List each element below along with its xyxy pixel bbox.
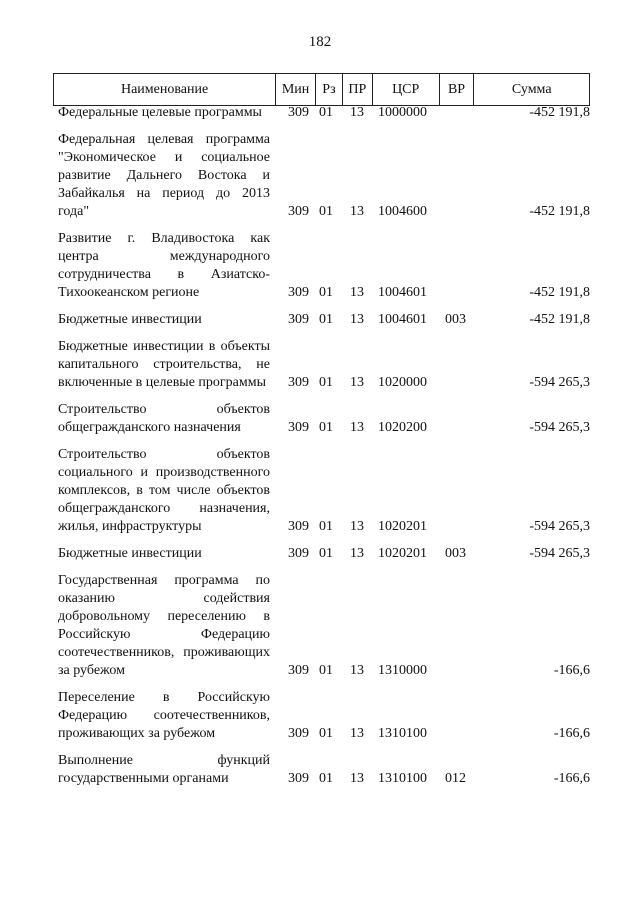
row-csr: 1310000	[378, 663, 427, 678]
row-min: 309	[288, 204, 309, 219]
row-csr: 1020201	[378, 519, 427, 534]
header-pr: ПР	[342, 74, 372, 105]
table-row	[0, 572, 640, 680]
row-csr: 1004601	[378, 285, 427, 300]
table-row	[0, 311, 640, 329]
row-sum: -594 265,3	[529, 546, 590, 561]
row-csr: 1020200	[378, 420, 427, 435]
row-rz: 01	[319, 420, 333, 435]
row-rz: 01	[319, 726, 333, 741]
row-min: 309	[288, 726, 309, 741]
row-min: 309	[288, 546, 309, 561]
page-number: 182	[308, 34, 332, 50]
row-rz: 01	[319, 204, 333, 219]
row-pr: 13	[350, 771, 364, 786]
table-header	[53, 73, 590, 106]
row-rz: 01	[319, 105, 333, 120]
row-pr: 13	[350, 312, 364, 327]
row-sum: -594 265,3	[529, 519, 590, 534]
row-rz: 01	[319, 546, 333, 561]
table-row	[0, 104, 640, 122]
row-min: 309	[288, 771, 309, 786]
table-row	[0, 752, 640, 788]
row-csr: 1020000	[378, 375, 427, 390]
row-name: Строительство объектов социального и производственного комплексов, в том числе объектов общегражданского назначения, жилья, инфраструктуры	[58, 447, 270, 534]
row-vr: 012	[445, 771, 466, 786]
row-csr: 1004600	[378, 204, 427, 219]
header-sum: Сумма	[473, 74, 589, 105]
header-csr: ЦСР	[372, 74, 439, 105]
row-pr: 13	[350, 204, 364, 219]
row-sum: -166,6	[553, 771, 590, 786]
table-row	[0, 401, 640, 437]
row-sum: -452 191,8	[529, 105, 590, 120]
row-sum: -452 191,8	[529, 285, 590, 300]
row-name: Выполнение функций государственными органами	[58, 753, 270, 786]
row-vr: 003	[445, 546, 466, 561]
header-vr: ВР	[439, 74, 474, 105]
row-sum: -594 265,3	[529, 375, 590, 390]
row-name: Бюджетные инвестиции	[58, 312, 202, 327]
row-pr: 13	[350, 519, 364, 534]
table-row	[0, 230, 640, 302]
table-body	[0, 104, 640, 797]
table-row	[0, 545, 640, 563]
row-name: Бюджетные инвестиции в объекты капитального строительства, не включенные в целевые программы	[58, 339, 270, 390]
row-rz: 01	[319, 663, 333, 678]
row-csr: 1004601	[378, 312, 427, 327]
header-min: Мин	[275, 74, 315, 105]
row-pr: 13	[350, 285, 364, 300]
row-pr: 13	[350, 375, 364, 390]
row-pr: 13	[350, 420, 364, 435]
row-min: 309	[288, 375, 309, 390]
row-rz: 01	[319, 771, 333, 786]
row-min: 309	[288, 312, 309, 327]
row-csr: 1000000	[378, 105, 427, 120]
row-vr: 003	[445, 312, 466, 327]
row-name: Строительство объектов общегражданского назначения	[58, 402, 270, 435]
row-name: Бюджетные инвестиции	[58, 546, 202, 561]
row-csr: 1310100	[378, 726, 427, 741]
row-csr: 1020201	[378, 546, 427, 561]
row-sum: -594 265,3	[529, 420, 590, 435]
table-row	[0, 446, 640, 536]
row-rz: 01	[319, 519, 333, 534]
row-name: Государственная программа по оказанию содействия добровольному переселению в Российскую Федерацию соотечественников, проживающих за рубежом	[58, 573, 270, 678]
row-name: Развитие г. Владивостока как центра международного сотрудничества в Азиатско-Тихоокеанском регионе	[58, 231, 270, 300]
row-pr: 13	[350, 105, 364, 120]
row-name: Федеральная целевая программа "Экономическое и социальное развитие Дальнего Востока и Забайкалья на период до 2013 года"	[58, 132, 270, 219]
table-row	[0, 338, 640, 392]
table-row	[0, 131, 640, 221]
header-name: Наименование	[120, 81, 209, 97]
row-sum: -166,6	[553, 726, 590, 741]
row-pr: 13	[350, 546, 364, 561]
row-name: Переселение в Российскую Федерацию соотечественников, проживающих за рубежом	[58, 690, 270, 741]
row-min: 309	[288, 519, 309, 534]
table-row	[0, 689, 640, 743]
row-min: 309	[288, 285, 309, 300]
row-sum: -452 191,8	[529, 204, 590, 219]
row-csr: 1310100	[378, 771, 427, 786]
row-min: 309	[288, 105, 309, 120]
row-sum: -452 191,8	[529, 312, 590, 327]
row-rz: 01	[319, 375, 333, 390]
row-sum: -166,6	[553, 663, 590, 678]
row-min: 309	[288, 420, 309, 435]
row-pr: 13	[350, 726, 364, 741]
row-pr: 13	[350, 663, 364, 678]
row-name: Федеральные целевые программы	[58, 105, 262, 120]
row-rz: 01	[319, 312, 333, 327]
header-rz: Рз	[315, 74, 342, 105]
row-min: 309	[288, 663, 309, 678]
row-rz: 01	[319, 285, 333, 300]
